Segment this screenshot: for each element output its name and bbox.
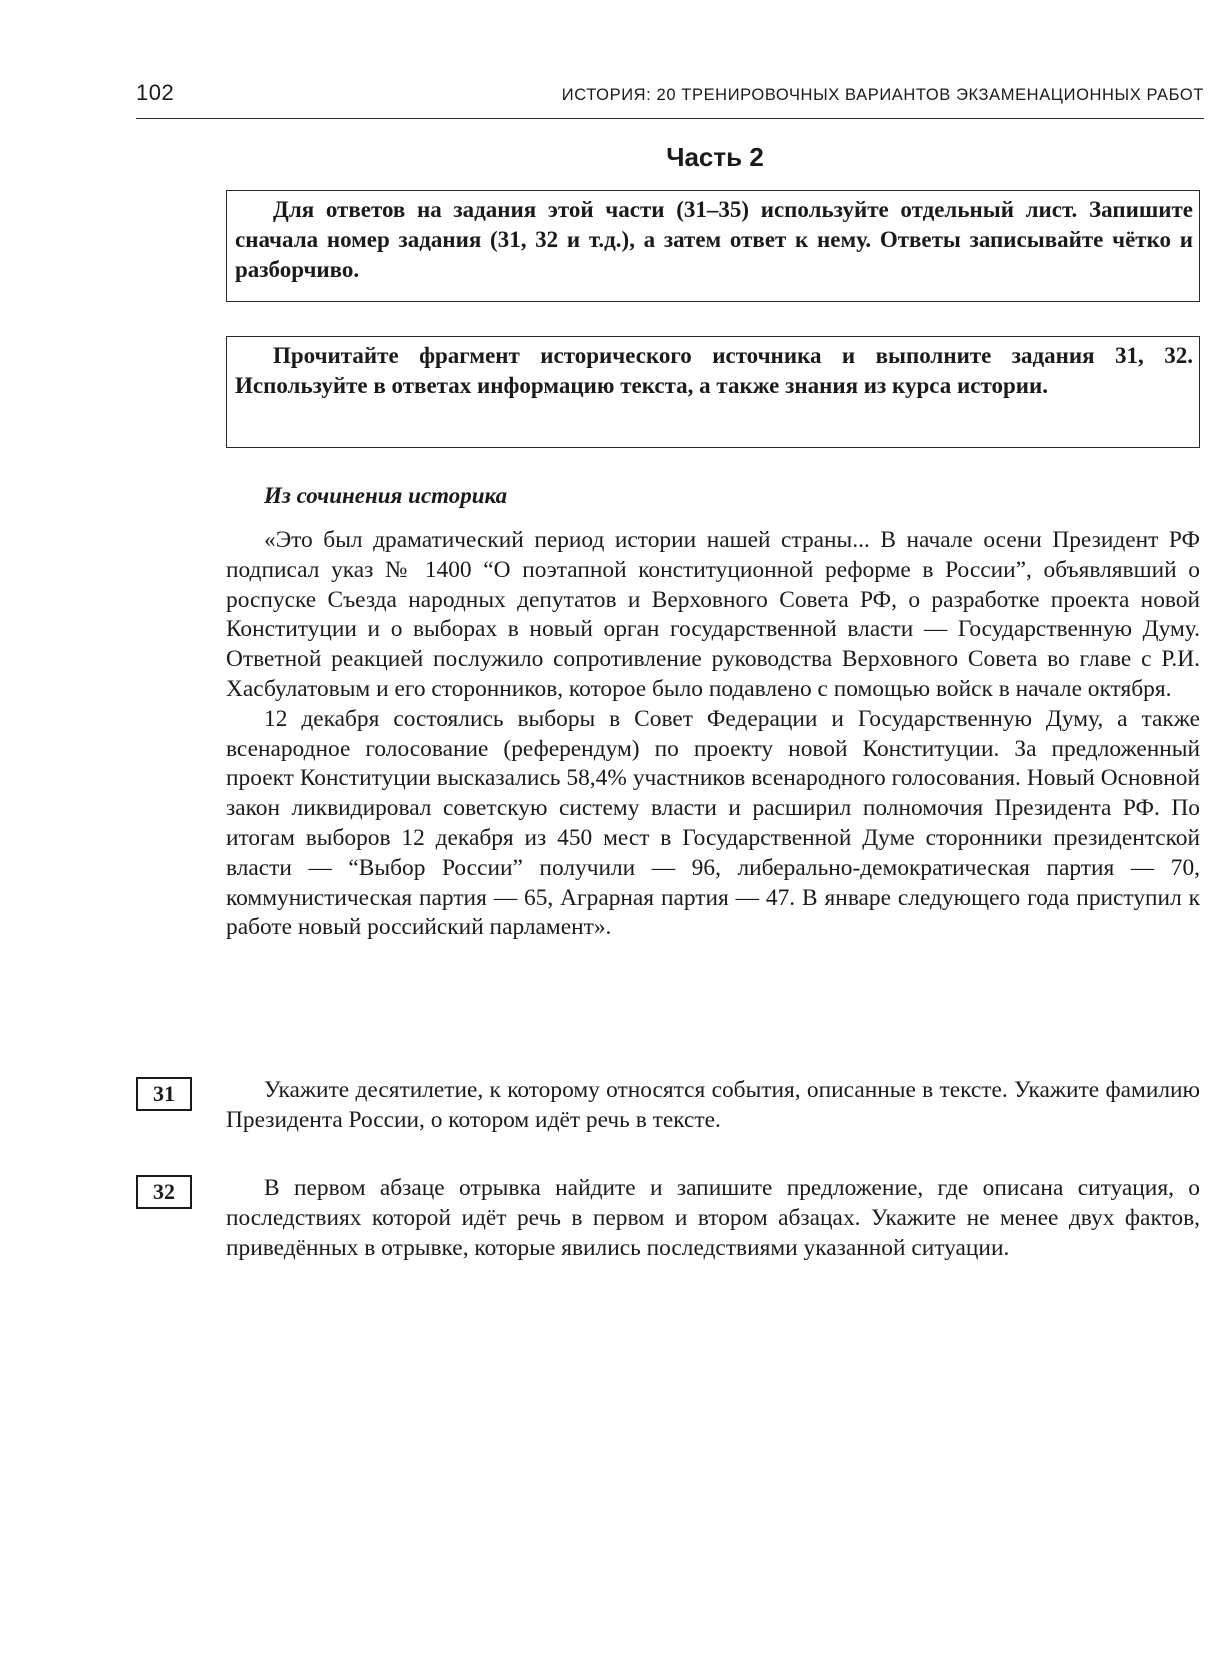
- task-text: Укажите десятилетие, к которому относятся события, описанные в тексте. Укажите фамилию Президента России, о котором идёт речь в тексте.: [226, 1077, 1200, 1133]
- reading-instructions-box: Прочитайте фрагмент исторического источника и выполните задания 31, 32. Используйте в ответах информацию текста, а также знания из курса истории.: [226, 336, 1200, 448]
- answer-instructions-box: Для ответов на задания этой части (31–35) используйте отдельный лист. Запишите сначала номер задания (31, 32 и т.д.), а затем ответ к нему. Ответы записывайте чётко и разборчиво.: [226, 190, 1200, 302]
- task-text: В первом абзаце отрывка найдите и запишите предложение, где описана ситуация, о последствиях которой идёт речь в первом и втором абзацах. Укажите не менее двух фактов, приведённых в отрывке, которые явились последствиями указанной ситуации.: [226, 1175, 1200, 1261]
- task-number-box: 31: [136, 1077, 192, 1111]
- running-head: [136, 78, 1204, 119]
- page-number: 102: [136, 80, 175, 105]
- source-text: [226, 526, 1200, 943]
- book-title: ИСТОРИЯ: 20 ТРЕНИРОВОЧНЫХ ВАРИАНТОВ ЭКЗАМЕНАЦИОННЫХ РАБОТ: [561, 86, 1204, 104]
- source-paragraph: «Это был драматический период истории нашей страны... В начале осени Президент РФ подписал указ № 1400 “О поэтапной конституционной реформе в России”, объявлявший о роспуске Съезда народных депутатов и Верховного Совета РФ, о разработке проекта новой Конституции и о выборах в новый орган государственной власти — Государственную Думу. Ответной реакцией послужило сопротивление руководства Верховного Совета во главе с Р.И. Хасбулатовым и его сторонников, которое было подавлено с помощью войск в начале октября.: [226, 527, 1200, 702]
- source-paragraph: 12 декабря состоялись выборы в Совет Федерации и Государственную Думу, а также всенародное голосование (референдум) по проекту новой Конституции. За предложенный проект Конституции высказались 58,4% участников всенародного голосования. Новый Основной закон ликвидировал советскую систему власти и расширил полномочия Президента РФ. По итогам выборов 12 декабря из 450 мест в Государственной Думе сторонники президентской власти — “Выбор России” получили — 96, либерально-демократическая партия — 70, коммунистическая партия — 65, Аграрная партия — 47. В январе следующего года приступил к работе новый российский парламент».: [226, 705, 1200, 941]
- part-heading: Часть 2: [666, 142, 764, 172]
- source-title: Из сочинения историка: [264, 483, 508, 508]
- task-number-box: 32: [136, 1175, 192, 1209]
